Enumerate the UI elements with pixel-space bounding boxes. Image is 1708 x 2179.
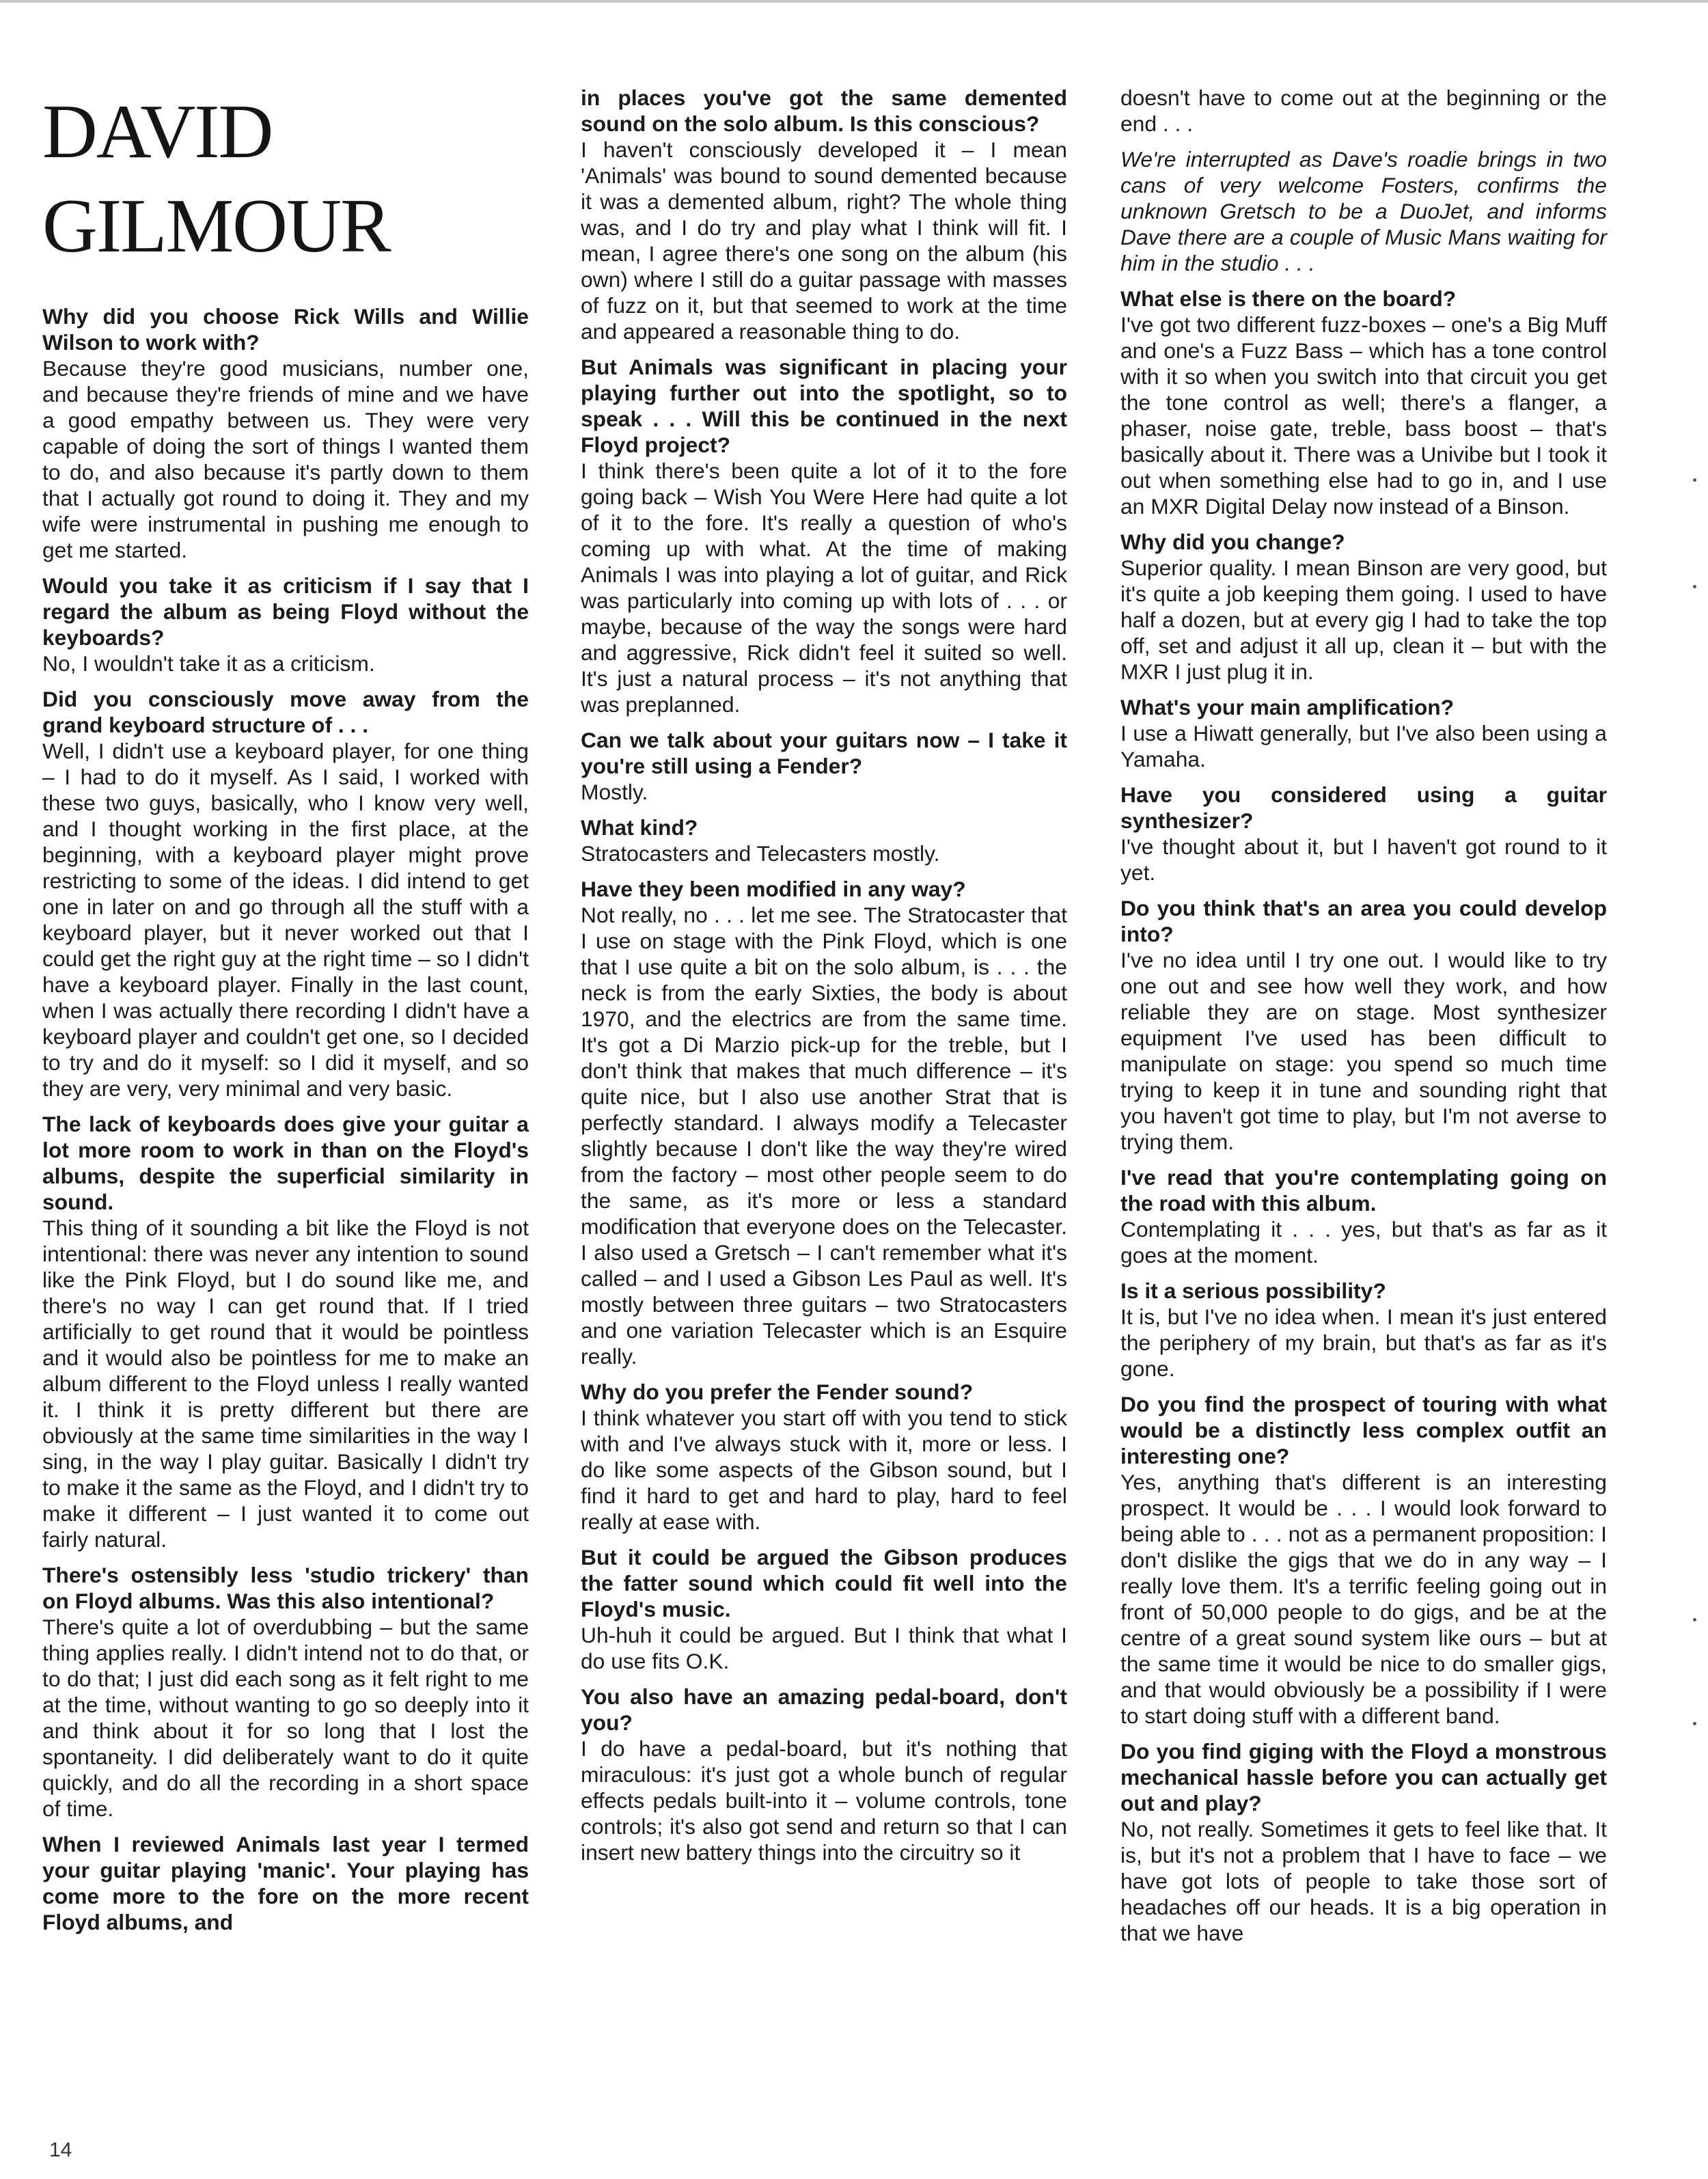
answer: I use a Hiwatt generally, but I've also been using a Yamaha. <box>1120 721 1607 771</box>
question: But it could be argued the Gibson produces the fatter sound which could fit well into the Floyd's music. <box>581 1545 1067 1621</box>
question: Have they been modified in any way? <box>581 877 966 901</box>
question: You also have an amazing pedal-board, don't you? <box>581 1684 1067 1735</box>
answer: This thing of it sounding a bit like the Floyd is not intentional: there was never any intention to sound like the Pink Floyd, but I do sound like me, and there's no way I can get round that. If I tried artificially to get round that it would be pointless and it would also be pointless for me to make an album different to the Floyd unless I really wanted it. I think it is pretty different but there are obviously at the same time similarities in the way I sing, in the way I play guitar. Basically I didn't try to make it the same as the Floyd, and I didn't try to make it different – I just wanted it to come out fairly natural. <box>42 1216 529 1552</box>
answer: Yes, anything that's different is an interesting prospect. It would be . . . I would look forward to being able to . . . not as a permanent proposition: I don't dislike the gigs that we do in any way – I really love them. It's a terrific feeling going out in front of 50,000 people to do gigs, and be at the centre of a great sound system like ours – but at the same time it would be nice to do smaller gigs, and that would obviously be a possibility if I were to start doing stuff with a different band. <box>1120 1470 1607 1728</box>
answer: There's quite a lot of overdubbing – but the same thing applies really. I didn't intend not to do that, or to do that; I just did each song as it felt right to me at the time, without wanting to go so deeply into it and think about it for so long that I lost the spontaneity. I did deliberately want to do it quite quickly, and do all the recording in a short space of time. <box>42 1615 529 1821</box>
column-1 <box>42 85 529 1935</box>
answer: I've thought about it, but I haven't got round to it yet. <box>1120 834 1607 885</box>
answer: Not really, no . . . let me see. The Stratocaster that I use on stage with the Pink Floyd, which is one that I use quite a bit on the solo album, is . . . the neck is from the early Sixties, the body is about 1970, and the electrics are from the same time. It's got a Di Marzio pick-up for the treble, but I don't think that makes that much difference – it's quite nice, but I also use another Strat that is perfectly standard. I always modify a Telecaster slightly because I don't like the way they're wired from the factory – most other people seem to do the same, as it's more or less a standard modification that everyone does on the Telecaster. I also used a Gretsch – I can't remember what it's called – and I used a Gibson Les Paul as well. It's mostly between three guitars – two Stratocasters and one variation Telecaster which is an Esquire really. <box>581 903 1067 1369</box>
question: Did you consciously move away from the grand keyboard structure of . . . <box>42 687 529 737</box>
scan-speck <box>1693 1618 1696 1621</box>
article-title <box>42 85 529 273</box>
answer: No, I wouldn't take it as a criticism. <box>42 651 375 676</box>
question: Why did you change? <box>1120 530 1345 554</box>
answer: Superior quality. I mean Binson are very good, but it's quite a job keeping them going. I used to have half a dozen, but at every gig I had to take the top off, set and adjust it all up, clean it – but with the MXR I just plug it in. <box>1120 556 1607 684</box>
question: Do you think that's an area you could develop into? <box>1120 896 1607 946</box>
question: Would you take it as criticism if I say that I regard the album as being Floyd without the keyboards? <box>42 573 529 650</box>
answer: Contemplating it . . . yes, but that's as far as it goes at the moment. <box>1120 1217 1607 1267</box>
question: What kind? <box>581 815 698 840</box>
question: I've read that you're contemplating going on the road with this album. <box>1120 1165 1607 1216</box>
question: in places you've got the same demented sound on the solo album. Is this conscious? <box>581 85 1067 136</box>
answer: Because they're good musicians, number one, and because they're friends of mine and we have a good empathy between us. They were very capable of doing the sort of things I wanted them to do, and also because it's partly down to them that I actually got round to doing it. They and my wife were instrumental in pushing me enough to get me started. <box>42 356 529 562</box>
italic-aside: We're interrupted as Dave's roadie brings in two cans of very welcome Fosters, confirms the unknown Gretsch to be a DuoJet, and informs Dave there are a couple of Music Mans waiting for him in the studio . . . <box>1120 147 1607 275</box>
question: Why did you choose Rick Wills and Willie Wilson to work with? <box>42 304 529 355</box>
answer: I've no idea until I try one out. I would like to try one out and see how well they work, and how reliable they are on stage. Most synthesizer equipment I've used has been difficult to manipulate on stage: you spend so much time trying to keep it in tune and sounding right that you haven't got time to play, but I'm not averse to trying them. <box>1120 948 1607 1154</box>
question: Have you considered using a guitar synthesizer? <box>1120 782 1607 833</box>
answer: I think whatever you start off with you tend to stick with and I've always stuck with it, more or less. I do like some aspects of the Gibson sound, but I find it hard to get and hard to play, hard to feel really at ease with. <box>581 1406 1067 1534</box>
title-line-1: DAVID <box>42 90 273 174</box>
answer: It is, but I've no idea when. I mean it's just entered the periphery of my brain, but that's as far as it's gone. <box>1120 1304 1607 1381</box>
answer: I haven't consciously developed it – I mean 'Animals' was bound to sound demented because it was a demented album, right? The whole thing was, and I do try and play what I think will fit. I mean, I agree there's one song on the album (his own) where I still do a guitar passage with masses of fuzz on it, but that seemed to work at the time and appeared a reasonable thing to do. <box>581 137 1067 344</box>
page-number: 14 <box>49 2139 72 2161</box>
answer: Well, I didn't use a keyboard player, for one thing – I had to do it myself. As I said, I worked with these two guys, basically, who I know very well, and I thought working in the first place, at the beginning, with a keyboard player might prove restricting to some of the ideas. I did intend to get one in later on and go through all the stuff with a keyboard player, but it never worked out that I could get the right guy at the right time – so I didn't have a keyboard player. Finally in the last count, when I was actually there recording I didn't have a keyboard player and couldn't get one, so I decided to try and do it myself: so I did it myself, and so they are very, very minimal and very basic. <box>42 739 529 1101</box>
question: What else is there on the board? <box>1120 286 1457 311</box>
question: What's your main amplification? <box>1120 695 1455 720</box>
column-2 <box>581 85 1067 1875</box>
scan-speck <box>1693 585 1696 588</box>
answer: Stratocasters and Telecasters mostly. <box>581 841 940 866</box>
question: Do you find the prospect of touring with what would be a distinctly less complex outfit an interesting one? <box>1120 1392 1607 1468</box>
scan-speck <box>1693 1722 1696 1725</box>
answer: I do have a pedal-board, but it's nothing that miraculous: it's just got a whole bunch of regular effects pedals built-into it – volume controls, tone controls; it's also got send and return so that I can insert new battery things into the circuitry so it <box>581 1736 1067 1865</box>
question: There's ostensibly less 'studio trickery' than on Floyd albums. Was this also intentional? <box>42 1563 529 1613</box>
question: Is it a serious possibility? <box>1120 1278 1386 1303</box>
question: Do you find giging with the Floyd a monstrous mechanical hassle before you can actually get out and play? <box>1120 1739 1607 1815</box>
question: But Animals was significant in placing your playing further out into the spotlight, so to speak . . . Will this be continued in the next Floyd project? <box>581 355 1067 457</box>
scan-speck <box>1693 478 1696 482</box>
column-3 <box>1120 85 1607 1956</box>
question: The lack of keyboards does give your guitar a lot more room to work in than on the Floyd's albums, despite the superficial similarity in sound. <box>42 1112 529 1214</box>
question: Why do you prefer the Fender sound? <box>581 1380 974 1404</box>
answer: No, not really. Sometimes it gets to feel like that. It is, but it's not a problem that I have to face – we have got lots of people to take those sort of headaches off our heads. It is a big operation in that we have <box>1120 1817 1607 1945</box>
answer: doesn't have to come out at the beginning or the end . . . <box>1120 85 1607 136</box>
question: Can we talk about your guitars now – I take it you're still using a Fender? <box>581 728 1067 778</box>
answer: I've got two different fuzz-boxes – one's a Big Muff and one's a Fuzz Bass – which has a tone control with it so when you switch into that circuit you get the tone control as well; there's a flanger, a phaser, noise gate, treble, bass boost – that's basically about it. There was a Univibe but I took it out when something else had to go in, and I use an MXR Digital Delay now instead of a Binson. <box>1120 312 1607 519</box>
answer: I think there's been quite a lot of it to the fore going back – Wish You Were Here had quite a lot of it to the fore. It's really a question of who's coming up with what. At the time of making Animals I was into playing a lot of guitar, and Rick was particularly into coming up with lots of . . . or maybe, because of the way the songs were hard and aggressive, Rick didn't feel it suited so well. It's just a natural process – it's not anything that was preplanned. <box>581 458 1067 717</box>
answer: Uh-huh it could be argued. But I think that what I do use fits O.K. <box>581 1623 1067 1673</box>
title-line-2: GILMOUR <box>42 184 390 269</box>
answer: Mostly. <box>581 780 648 804</box>
question: When I reviewed Animals last year I termed your guitar playing 'manic'. Your playing has come more to the fore on the more recent Floyd albums, and <box>42 1832 529 1934</box>
top-edge-line <box>0 0 1708 3</box>
